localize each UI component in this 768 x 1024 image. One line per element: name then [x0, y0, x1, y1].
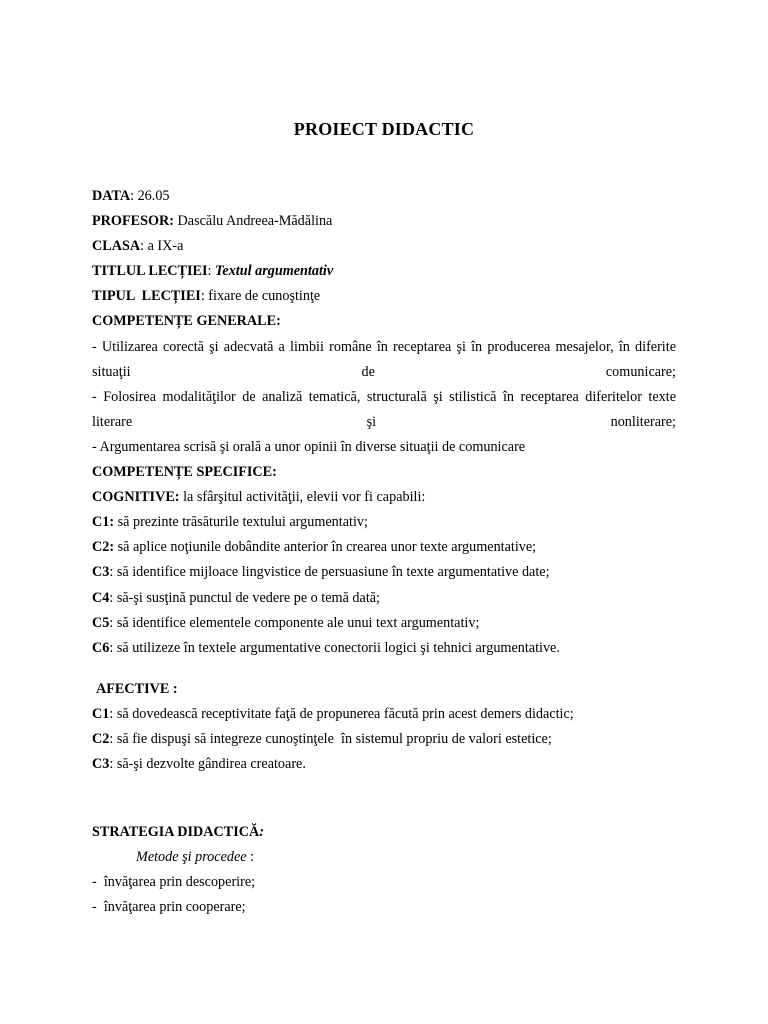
lesson-title-label: TITLUL LECȚIEI — [92, 263, 208, 280]
cognitive-item — [92, 611, 676, 636]
affective-item — [92, 702, 676, 727]
class-label: CLASA — [92, 238, 141, 255]
cognitive-item — [92, 535, 676, 560]
affective-text: : să fie dispuşi să integreze cunoştinţele în sistemul propriu de valori estetice; — [109, 730, 552, 747]
cognitive-code: C4 — [92, 589, 110, 606]
lesson-title-line — [92, 259, 676, 284]
affective-item — [92, 727, 676, 752]
cognitive-intro-line — [92, 485, 676, 510]
affective-code: C2 — [92, 730, 110, 747]
general-competence-3: - Argumentarea scrisă şi orală a unor opinii în diverse situaţii de comunicare — [92, 438, 526, 455]
cognitive-code: C5 — [92, 614, 110, 631]
cognitive-text: : să utilizeze în textele argumentative conectorii logici şi tehnici argumentative. — [109, 639, 560, 656]
lesson-type-label: TIPUL LECȚIEI — [92, 288, 201, 305]
affective-heading: AFECTIVE : — [96, 680, 178, 697]
class-line — [92, 234, 676, 259]
specific-competences-heading: COMPETENȚE SPECIFICE: — [92, 464, 277, 481]
lesson-type-value: : fixare de cunoştinţe — [200, 288, 321, 305]
date-line — [92, 184, 676, 209]
class-value: : a IX-a — [140, 238, 184, 255]
lesson-type-line — [92, 284, 676, 309]
cognitive-text: : să-şi susţină punctul de vedere pe o temă dată; — [109, 589, 381, 606]
affective-item — [92, 752, 676, 777]
strategy-heading: STRATEGIA DIDACTICĂ: — [92, 824, 264, 841]
document-body — [92, 184, 676, 921]
cognitive-item — [92, 636, 676, 661]
date-value: : 26.05 — [130, 188, 170, 204]
cognitive-code: C1: — [92, 514, 115, 531]
lesson-title-sep: : — [207, 263, 216, 280]
cognitive-text: să prezinte trăsăturile textului argumentativ; — [114, 514, 368, 531]
general-competence-1: - Utilizarea corectă şi adecvată a limbii române în receptarea şi în producerea mesajelor, în diferite situaţii de comunicare; — [92, 338, 676, 380]
cognitive-text: să aplice noţiunile dobândite anterior în crearea unor texte argumentative; — [114, 539, 537, 556]
spacer — [92, 777, 676, 820]
page-title: PROIECT DIDACTIC — [293, 119, 475, 139]
cognitive-code: C3 — [92, 564, 110, 581]
teacher-label: PROFESOR: — [92, 213, 174, 230]
cognitive-code: C6 — [92, 639, 110, 656]
cognitive-text: : să identifice mijloace lingvistice de persuasiune în texte argumentative date; — [109, 564, 550, 581]
affective-code: C3 — [92, 756, 110, 773]
strategy-item: - învăţarea prin descoperire; — [92, 874, 256, 891]
teacher-line — [92, 209, 676, 234]
affective-text: : să-şi dezvolte gândirea creatoare. — [109, 756, 306, 773]
affective-code: C1 — [92, 705, 110, 722]
spacer — [92, 661, 676, 677]
general-competence-2: - Folosirea modalităţilor de analiză tematică, structurală şi stilistică în receptarea diferitelor texte literare şi nonliterare; — [92, 388, 676, 430]
cognitive-text: : să identifice elementele componente ale unui text argumentativ; — [109, 614, 480, 631]
cognitive-item — [92, 560, 676, 585]
strategy-item: - învăţarea prin cooperare; — [92, 899, 246, 916]
methods-subheading: Metode şi procedee : — [136, 849, 255, 866]
teacher-value: Dascălu Andreea-Mădălina — [173, 213, 333, 230]
cognitive-code: C2: — [92, 539, 115, 556]
affective-text: : să dovedească receptivitate faţă de propunerea făcută prin acest demers didactic; — [109, 705, 574, 722]
cognitive-intro: la sfârşitul activităţii, elevii vor fi capabili: — [179, 489, 426, 506]
lesson-title-value: Textul argumentativ — [215, 263, 334, 280]
cognitive-item — [92, 586, 676, 611]
cognitive-label: COGNITIVE: — [92, 489, 180, 506]
date-label: DATA — [92, 188, 131, 204]
cognitive-item — [92, 510, 676, 535]
general-competences-heading: COMPETENȚE GENERALE: — [92, 313, 281, 330]
